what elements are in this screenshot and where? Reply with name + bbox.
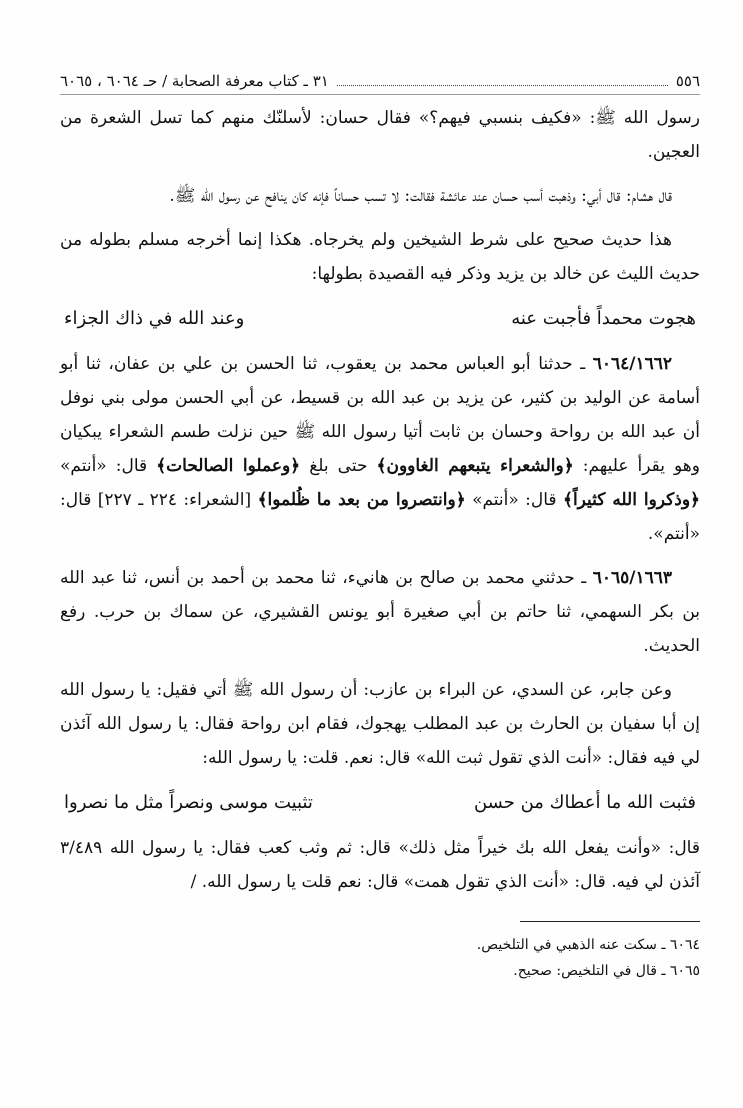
verse-hemistich-left: وعند الله في ذاك الجزاء bbox=[64, 308, 245, 329]
hadith-text: قال: «أنتم» bbox=[60, 456, 148, 476]
poem-verse-1 bbox=[60, 301, 700, 337]
paragraph-grading: هذا حديث صحيح على شرط الشيخين ولم يخرجاه. هكذا إنما أخرجه مسلم بطوله من حديث الليث عن خالد بن يزيد وذكر فيه القصيدة بطولها: bbox=[60, 230, 700, 284]
running-header bbox=[329, 70, 700, 92]
hadith-text: [الشعراء: ٢٢٤ ـ ٢٢٧] قال: «أنتم». bbox=[60, 490, 700, 544]
quran-verse: ﴿وانتصروا من بعد ما ظُلموا﴾ bbox=[257, 490, 466, 510]
paragraph-hisham: قال هشام: قال أبي: وذهبت أسب حسان عند عائشة فقالت: لا تسب حساناً فإنه كان ينافح عن رسول الله ﷺ. bbox=[169, 186, 672, 206]
quran-verse: ﴿والشعراء يتبعهم الغاوون﴾ bbox=[376, 456, 574, 476]
page-header bbox=[60, 70, 700, 95]
hadith-number: ٦٠٦٥/١٦٦٣ bbox=[592, 568, 673, 588]
paragraph-hassan: رسول الله ﷺ: «فكيف بنسبي فيهم؟» فقال حسان: لأسلنّك منهم كما تسل الشعرة من العجين. bbox=[60, 108, 700, 162]
book-page bbox=[60, 70, 700, 984]
hadith-text: ـ حدثني محمد بن صالح بن هانيء، ثنا محمد بن أحمد بن أنس، ثنا عبد الله بن بكر السهمي، ثنا حاتم بن أبي صغيرة أبو يونس القشيري، عن سماك بن حرب. رفع الحديث. bbox=[60, 568, 700, 656]
running-title: ٣١ ـ كتاب معرفة الصحابة / حـ ٦٠٦٤ ، ٦٠٦٥ bbox=[60, 72, 329, 90]
footnote-6064: ٦٠٦٤ ـ سكت عنه الذهبي في التلخيص. bbox=[476, 937, 700, 953]
hadith-text: ـ حدثنا أبو العباس محمد بن يعقوب، ثنا الحسن بن علي بن عفان، ثنا أبو أسامة عن الوليد بن كثير، عن يزيد بن عبد الله بن قسيط، عن أبي الحسن مولى بني نوفل أن عبد الله بن رواحة وحسان بن ثابت أتيا رسول الله ﷺ حين نزلت طسم الشعراء يبكيان وهو يقرأ عليهم: bbox=[60, 354, 700, 476]
paragraph-jabir: وعن جابر، عن السدي، عن البراء بن عازب: أن رسول الله ﷺ أتي فقيل: يا رسول الله إن أبا سفيان بن الحارث بن عبد المطلب يهجوك، فقام ابن رواحة فقال: يا رسول الله آئذن لي فيه فقال: «أنت الذي تقول ثبت الله» قال: نعم. قلت: يا رسول الله: bbox=[60, 680, 700, 768]
footnote-divider bbox=[520, 921, 700, 922]
hadith-text: قال: «أنتم» bbox=[472, 490, 557, 510]
hadith-6064 bbox=[60, 347, 700, 551]
poem-verse-2 bbox=[60, 785, 700, 821]
paragraph-final: قال: «وأنت يفعل الله بك خيراً مثل ذلك» قال: ثم وثب كعب فقال: يا رسول الله ٣/٤٨٩ آئذن لي فيه. قال: «أنت الذي تقول همت» قال: نعم قلت يا رسول الله. / bbox=[60, 838, 700, 892]
footnote-6065: ٦٠٦٥ ـ قال في التلخيص: صحيح. bbox=[513, 963, 700, 979]
hadith-6065 bbox=[60, 561, 700, 663]
dotted-leader bbox=[337, 70, 668, 86]
verse-hemistich-right: هجوت محمداً فأجبت عنه bbox=[511, 308, 696, 329]
quran-verse: ﴿وعملوا الصالحات﴾ bbox=[156, 456, 301, 476]
hadith-text: حتى بلغ bbox=[309, 456, 368, 476]
page-number: ٥٥٦ bbox=[675, 72, 700, 90]
verse-hemistich-left: تثبيت موسى ونصراً مثل ما نصروا bbox=[64, 792, 313, 813]
hadith-number: ٦٠٦٤/١٦٦٢ bbox=[592, 354, 672, 374]
quran-verse: ﴿وذكروا الله كثيراً﴾ bbox=[562, 490, 701, 510]
verse-hemistich-right: فثبت الله ما أعطاك من حسن bbox=[473, 792, 696, 813]
